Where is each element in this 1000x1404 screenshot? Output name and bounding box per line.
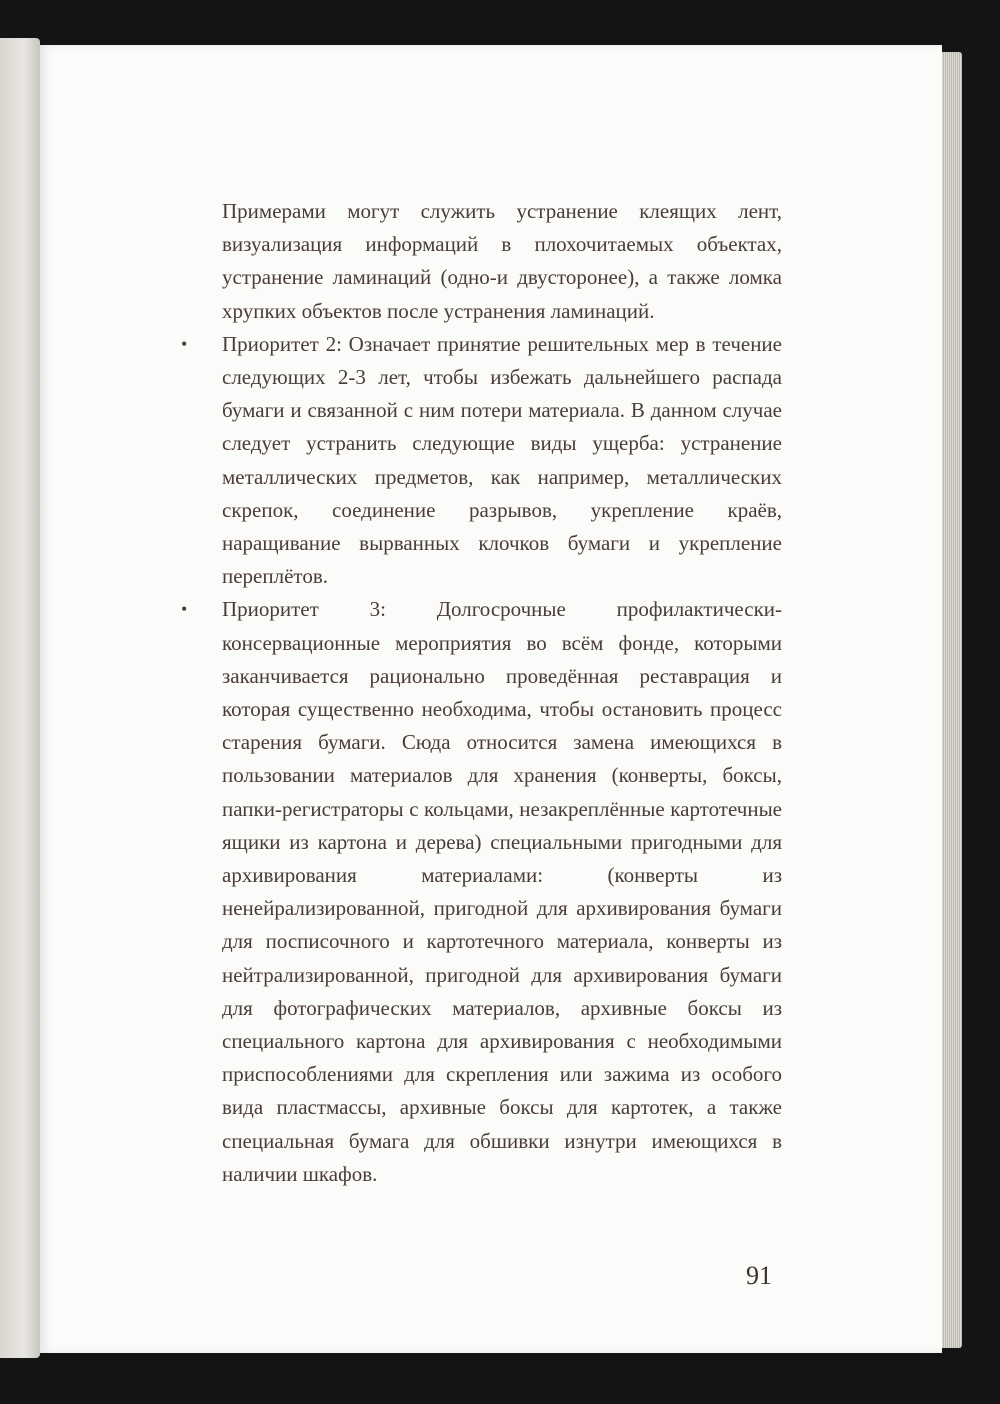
priority-item-3 xyxy=(181,593,782,1191)
bullet-icon: • xyxy=(181,599,188,620)
page-body xyxy=(181,195,782,1191)
intro-paragraph: Примерами могут служить устранение клеящих лент, визуализация информаций в плохочитаемых объектах, устранение ламинаций (одно-и двусторонее), а также ломка хрупких объектов после устранения ламинаций. xyxy=(222,199,782,323)
page-number: 91 xyxy=(746,1261,772,1290)
priority-item-2 xyxy=(181,328,782,594)
priority-2-text: Приоритет 2: Означает принятие решительных мер в течение следующих 2-3 лет, чтобы избежать дальнейшего распада бумаги и связанной с ним потери материала. В данном случае следует устранить следующие виды ущерба: устранение металлических предметов, как например, металлических скрепок, соединение разрывов, укрепление краёв, наращивание вырванных клочков бумаги и укрепление переплётов. xyxy=(222,331,782,589)
left-page-edge xyxy=(0,38,40,1358)
book-page xyxy=(40,45,942,1353)
priority-3-text: Приоритет 3: Долгосрочные профилактически-консервационные мероприятия во всём фонде, которыми заканчивается рационально проведённая реставрация и которая существенно необходима, чтобы остановить процесс старения бумаги. Сюда относится замена имеющихся в пользовании материалов для хранения (конверты, боксы, папки-регистраторы с кольцами, незакреплённые картотечные ящики из картона и дерева) специальными пригодными для архивирования материалами: (конверты из ненейрализированной, пригодной для архивирования бумаги для посписочного и картотечного материала, конверты из нейтрализированной, пригодной для архивирования бумаги для фотографических материалов, архивные боксы из специального картона для архивирования с необходимыми приспособлениями для скрепления или зажима из особого вида пластмассы, архивные боксы для картотек, а также специальная бумага для обшивки изнутри имеющихся в наличии шкафов. xyxy=(222,597,782,1186)
page-stack-edge xyxy=(940,52,962,1348)
bullet-icon: • xyxy=(181,333,188,354)
